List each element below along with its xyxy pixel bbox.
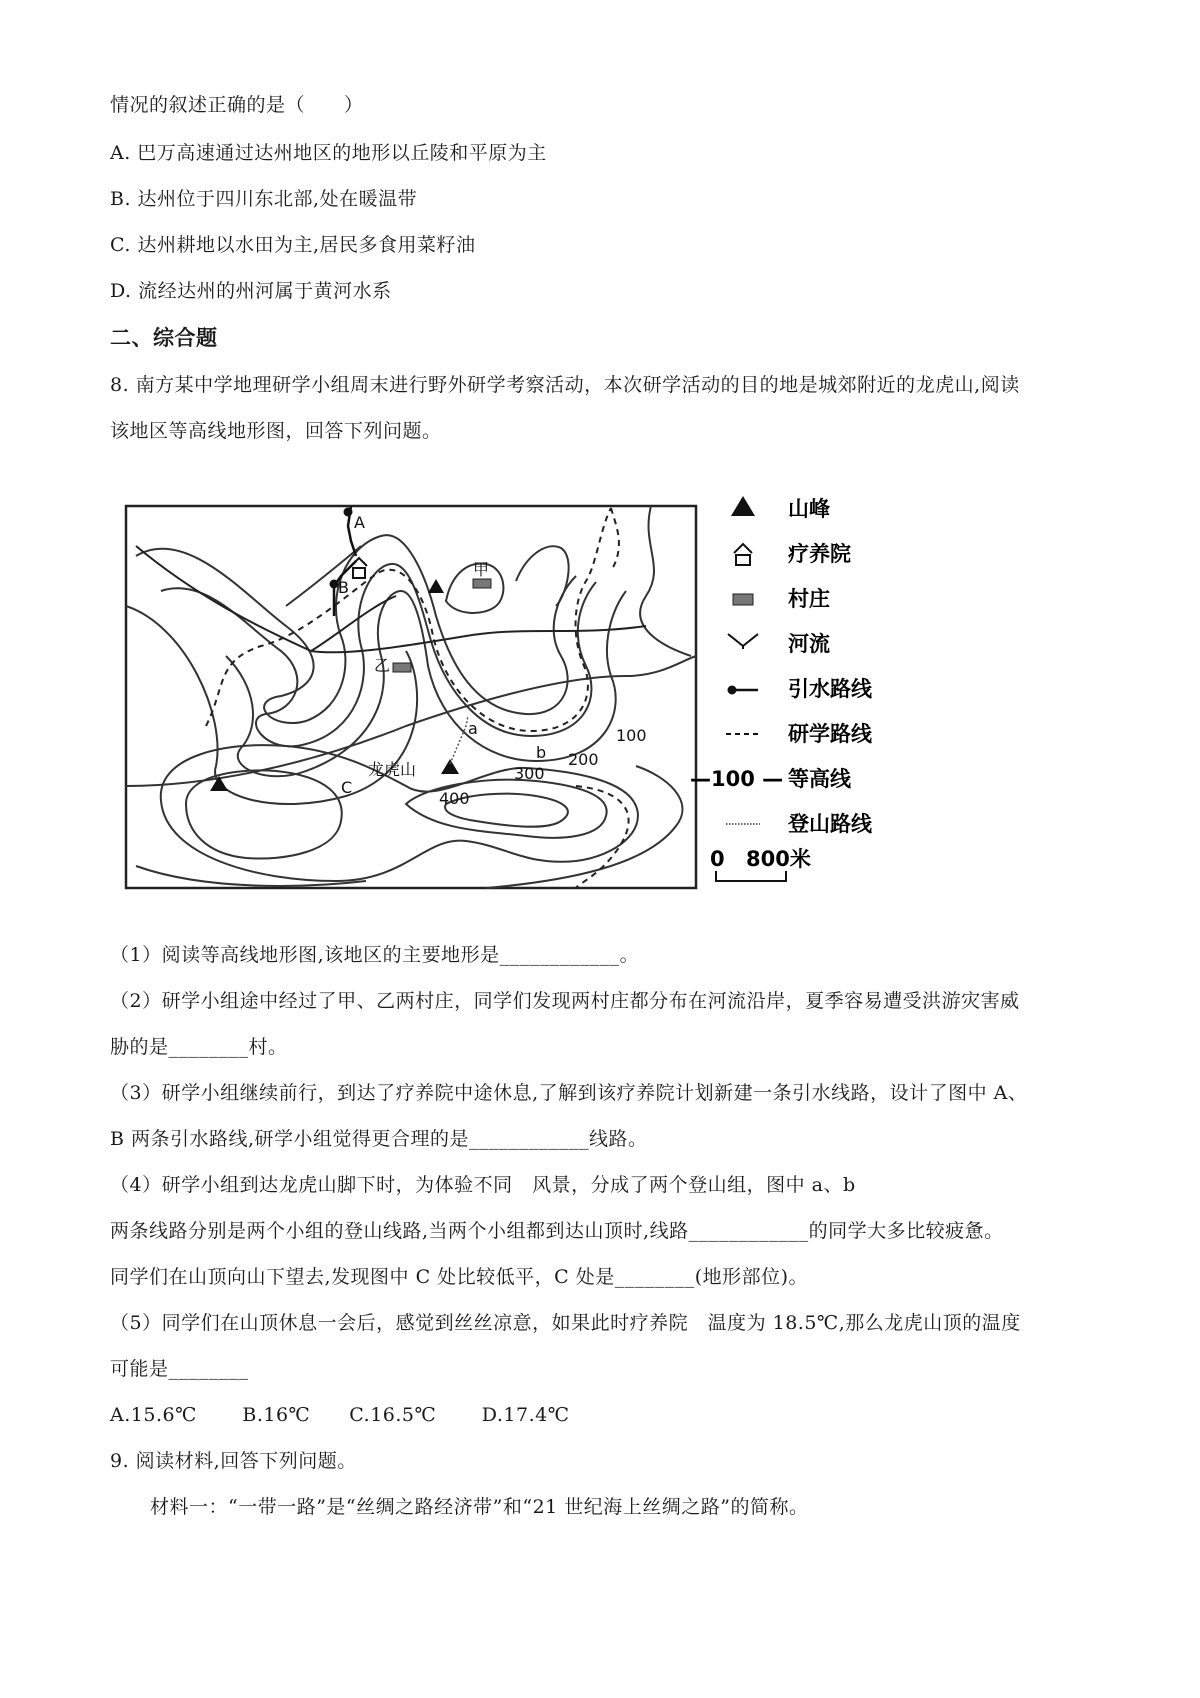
legend-water-route-label: 引水路线: [788, 677, 872, 701]
contour-map-figure: [106, 486, 1006, 926]
legend-village-icon: [733, 594, 753, 605]
sanatorium-symbol: [351, 558, 367, 578]
scale-bar: [716, 871, 786, 881]
q8-sub4-line3: 同学们在山顶向山下望去,发现图中 C 处比较低平，C 处是________(地形部位)。: [110, 1266, 809, 1288]
legend-river-label: 河流: [788, 632, 830, 656]
q7-option-a: A. 巴万高速通过达州地区的地形以丘陵和平原为主: [110, 142, 547, 164]
peak-longhushan-icon: [441, 759, 459, 774]
legend: [690, 496, 873, 881]
q8-sub5-line2: 可能是________: [110, 1358, 249, 1380]
q8-sub4-line1: （4）研学小组到达龙虎山脚下时，为体验不同 风景，分成了两个登山组，图中 a、b: [110, 1174, 856, 1196]
scale-zero: 0: [710, 847, 725, 871]
legend-study-route-label: 研学路线: [788, 722, 872, 746]
climb-route-a: [450, 716, 468, 764]
legend-river-icon: [728, 634, 758, 649]
scale-length: 800米: [746, 847, 811, 871]
q8-sub5-options: A.15.6℃ B.16℃ C.16.5℃ D.17.4℃: [110, 1404, 570, 1426]
q8-sub3-line1: （3）研学小组继续前行，到达了疗养院中途休息,了解到该疗养院计划新建一条引水线路，设计了图中 A、: [110, 1082, 1028, 1104]
q9-stem: 9. 阅读材料,回答下列问题。: [110, 1450, 357, 1472]
legend-peak-icon: [731, 496, 755, 516]
label-contour-300: 300: [514, 764, 545, 783]
q8-stem-line2: 该地区等高线地形图，回答下列问题。: [110, 420, 442, 442]
legend-village-label: 村庄: [788, 587, 830, 611]
legend-sanatorium-icon: [734, 544, 752, 565]
q8-sub1: （1）阅读等高线地形图,该地区的主要地形是____________。: [110, 944, 640, 966]
label-a-upper: A: [354, 513, 365, 532]
legend-water-route-icon: [728, 686, 759, 695]
q8-sub2-line2: 胁的是________村。: [110, 1036, 288, 1058]
q8-stem-line1: 8. 南方某中学地理研学小组周末进行野外研学考察活动，本次研学活动的目的地是城郊附近的龙虎山,阅读: [110, 374, 1020, 396]
legend-sanatorium-label: 疗养院: [788, 542, 851, 566]
section-title: 二、综合题: [110, 326, 218, 350]
q8-sub5-line1: （5）同学们在山顶休息一会后，感觉到丝丝凉意，如果此时疗养院 温度为 18.5℃,那么龙虎山顶的温度: [110, 1312, 1021, 1334]
village-jia-icon: [473, 579, 491, 588]
label-b-upper: B: [338, 578, 349, 597]
q7-option-b: B. 达州位于四川东北部,处在暖温带: [110, 188, 418, 210]
label-c: C: [341, 778, 353, 797]
legend-contour-sample: —100 —: [690, 767, 784, 791]
legend-contour-label: 等高线: [788, 767, 851, 791]
legend-peak-label: 山峰: [788, 497, 830, 521]
river: [136, 546, 646, 652]
legend-climb-route-label: 登山路线: [788, 812, 872, 836]
q8-sub3-line2: B 两条引水路线,研学小组觉得更合理的是____________线路。: [110, 1128, 648, 1150]
label-b-lower: b: [536, 743, 547, 762]
map-frame: [126, 506, 696, 888]
label-a-lower: a: [468, 719, 478, 738]
label-contour-100: 100: [616, 726, 647, 745]
q7-option-c: C. 达州耕地以水田为主,居民多食用菜籽油: [110, 234, 476, 256]
peak-north-icon: [428, 579, 444, 593]
village-yi-icon: [393, 663, 411, 672]
label-longhushan: 龙虎山: [368, 760, 417, 779]
label-contour-200: 200: [568, 750, 599, 769]
q7-option-d: D. 流经达州的州河属于黄河水系: [110, 280, 392, 302]
q7-stem-tail: 情况的叙述正确的是（ ）: [110, 94, 364, 116]
label-contour-400: 400: [439, 789, 470, 808]
label-yi: 乙: [374, 656, 391, 675]
q8-sub2-line1: （2）研学小组途中经过了甲、乙两村庄，同学们发现两村庄都分布在河流沿岸，夏季容易遭受洪游灾害威: [110, 990, 1020, 1012]
label-jia: 甲: [473, 560, 490, 579]
q8-sub4-line2: 两条线路分别是两个小组的登山线路,当两个小组都到达山顶时,线路____________的同学大多比较疲惫。: [110, 1220, 1004, 1242]
water-source-a: [344, 508, 353, 517]
q9-material1: 材料一：“一带一路”是“丝绸之路经济带”和“21 世纪海上丝绸之路”的简称。: [150, 1496, 809, 1518]
